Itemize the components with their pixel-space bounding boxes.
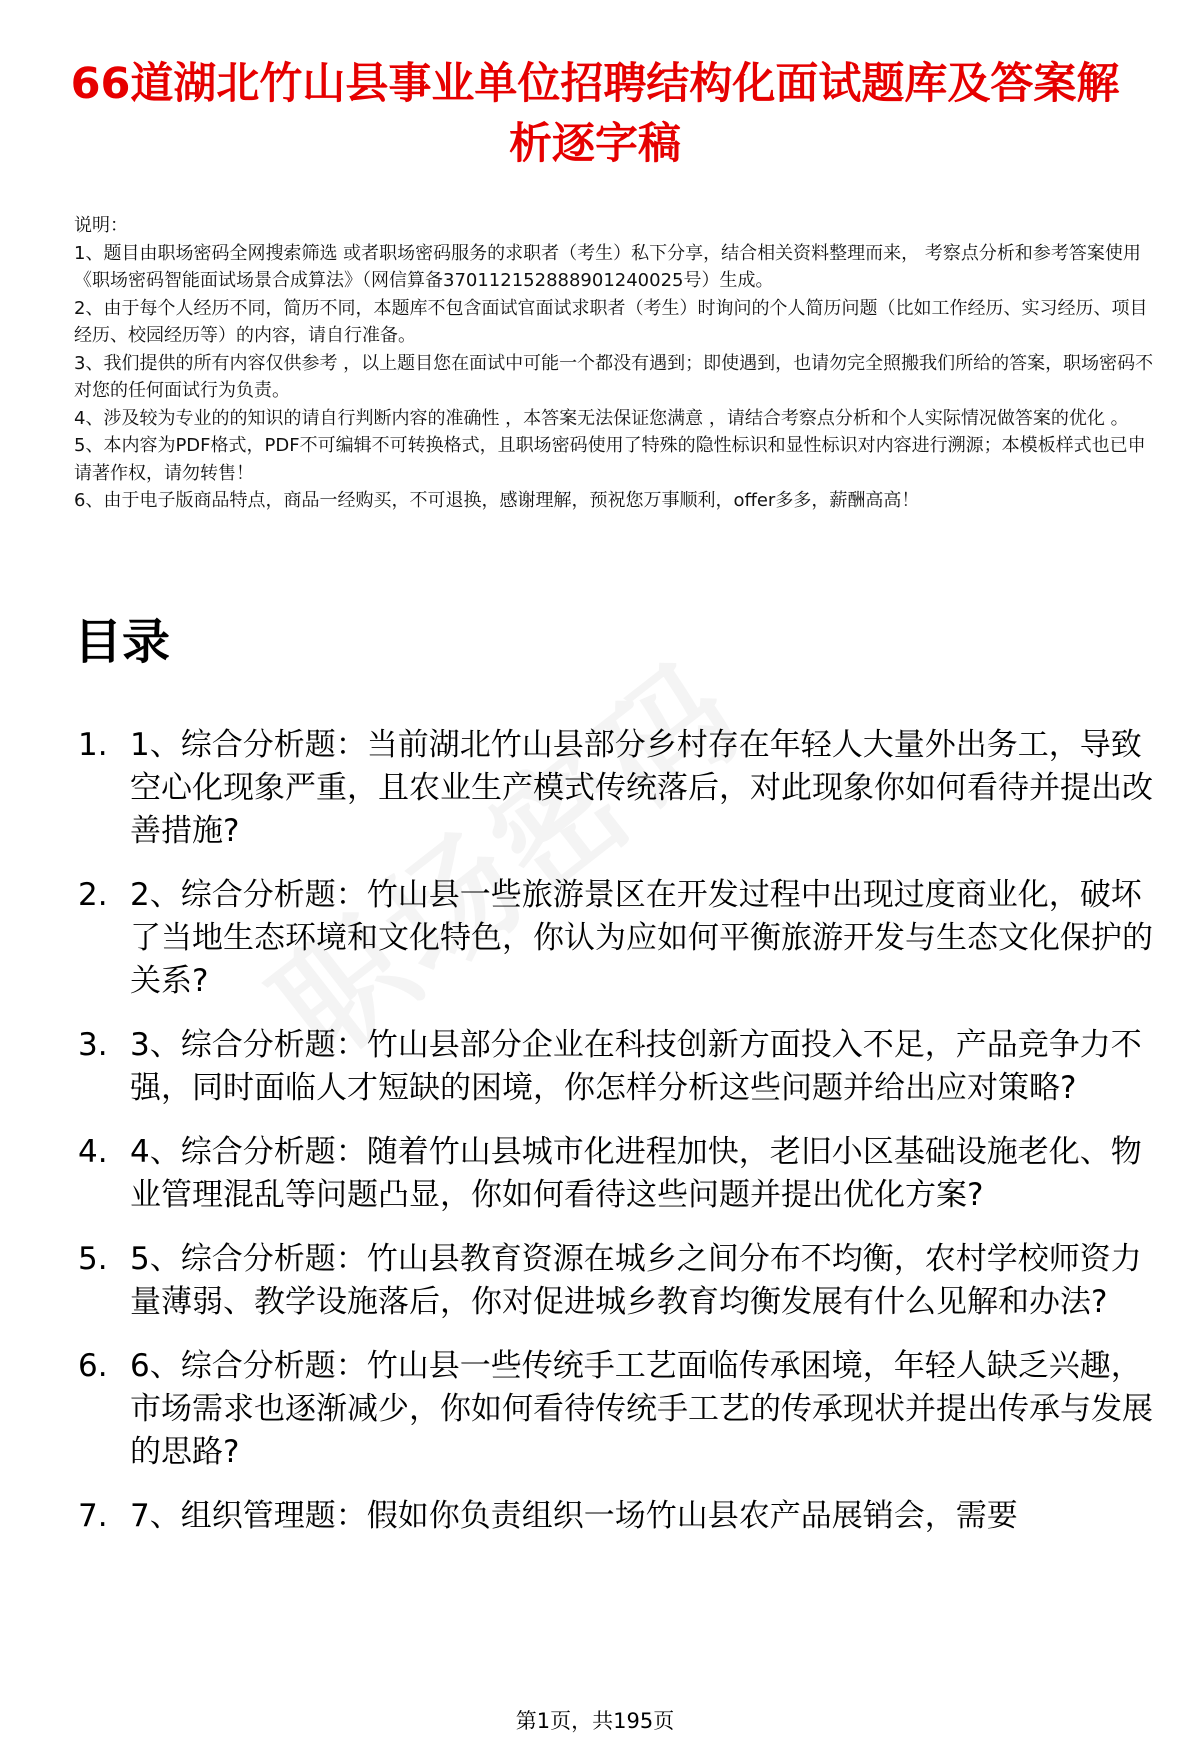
page-number-footer: 第1页，共195页 [515,1709,675,1733]
toc-item[interactable] [78,1024,1168,1110]
toc-item[interactable] [78,1495,1168,1538]
toc-item-number: 5. [78,1241,108,1277]
toc-list [78,724,1168,1559]
toc-item-link[interactable]: 2、综合分析题：竹山县一些旅游景区在开发过程中出现过度商业化，破坏了当地生态环境和文化特色，你认为应如何平衡旅游开发与生态文化保护的关系? [130,877,1153,999]
toc-item-number: 4. [78,1134,108,1170]
note-item: 4、涉及较为专业的的知识的请自行判断内容的准确性 ，本答案无法保证您满意 ，请结合考察点分析和个人实际情况做答案的优化 。 [74,407,1129,429]
toc-item-link[interactable]: 1、综合分析题：当前湖北竹山县部分乡村存在年轻人大量外出务工，导致空心化现象严重，且农业生产模式传统落后，对此现象你如何看待并提出改善措施? [130,727,1153,849]
toc-item[interactable] [78,724,1168,853]
note-item: 2、由于每个人经历不同，简历不同，本题库不包含面试官面试求职者（考生）时询问的个人简历问题（比如工作经历、实习经历、项目经历、校园经历等）的内容，请自行准备。 [74,297,1148,346]
toc-item[interactable] [78,1238,1168,1324]
toc-item-number: 7. [78,1498,108,1534]
toc-item-link[interactable]: 6、综合分析题：竹山县一些传统手工艺面临传承困境，年轻人缺乏兴趣，市场需求也逐渐减少，你如何看待传统手工艺的传承现状并提出传承与发展的思路? [130,1348,1153,1470]
toc-item-link[interactable]: 7、组织管理题：假如你负责组织一场竹山县农产品展销会，需要 [130,1498,1018,1534]
toc-item-link[interactable]: 4、综合分析题：随着竹山县城市化进程加快，老旧小区基础设施老化、物业管理混乱等问题凸显，你如何看待这些问题并提出优化方案? [130,1134,1142,1213]
note-item: 6、由于电子版商品特点，商品一经购买，不可退换，感谢理解，预祝您万事顺利，offer多多，薪酬高高！ [74,490,920,511]
document-title: 66道湖北竹山县事业单位招聘结构化面试题库及答案解析逐字稿 [70,59,1120,169]
toc-item-link[interactable]: 5、综合分析题：竹山县教育资源在城乡之间分布不均衡，农村学校师资力量薄弱、教学设施落后，你对促进城乡教育均衡发展有什么见解和办法? [130,1241,1142,1320]
toc-item[interactable] [78,1131,1168,1217]
notes-section [74,212,1159,515]
toc-item-number: 1. [78,727,108,763]
note-item: 1、题目由职场密码全网搜索筛选 或者职场密码服务的求职者（考生）私下分享，结合相关资料整理而来， 考察点分析和参考答案使用《职场密码智能面试场景合成算法》（网信算备370112152888901240025号）生成。 [74,242,1141,291]
notes-heading: 说明： [74,215,128,236]
toc-item-number: 6. [78,1348,108,1384]
note-item: 5、本内容为PDF格式，PDF不可编辑不可转换格式，且职场密码使用了特殊的隐性标识和显性标识对内容进行溯源；本模板样式也已申请著作权，请勿转售！ [74,435,1146,484]
toc-item[interactable] [78,1345,1168,1474]
toc-heading: 目录 [74,614,171,670]
note-item: 3、我们提供的所有内容仅供参考 ，以上题目您在面试中可能一个都没有遇到；即使遇到，也请勿完全照搬我们所给的答案，职场密码不对您的任何面试行为负责。 [74,352,1154,401]
toc-item[interactable] [78,874,1168,1003]
toc-item-number: 3. [78,1027,108,1063]
toc-item-number: 2. [78,877,108,913]
toc-item-link[interactable]: 3、综合分析题：竹山县部分企业在科技创新方面投入不足，产品竞争力不强，同时面临人才短缺的困境，你怎样分析这些问题并给出应对策略? [130,1027,1142,1106]
